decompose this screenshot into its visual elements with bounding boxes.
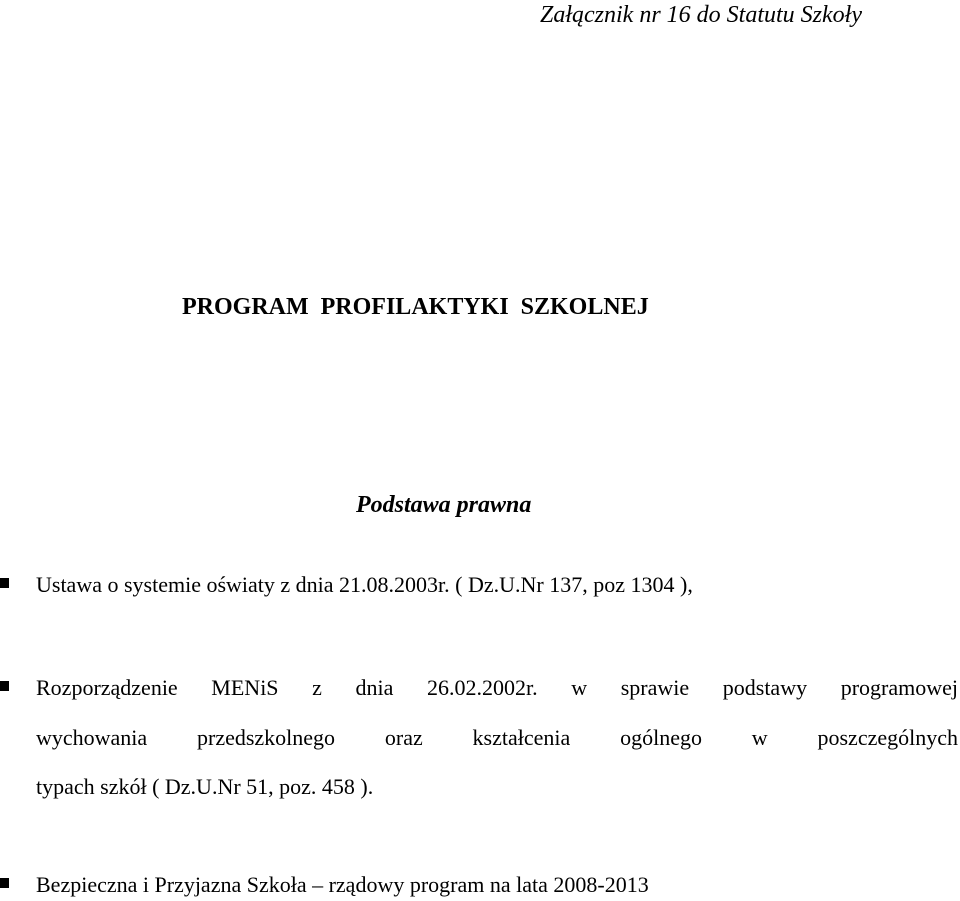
bullet-icon	[0, 578, 9, 588]
bullet-icon	[0, 681, 9, 691]
document-title: PROGRAM PROFILAKTYKI SZKOLNEJ	[182, 294, 649, 320]
legal-basis-item-2-line-3: typach szkół ( Dz.U.Nr 51, poz. 458 ).	[36, 774, 374, 799]
legal-basis-item-1: Ustawa o systemie oświaty z dnia 21.08.2003r. ( Dz.U.Nr 137, poz 1304 ),	[36, 572, 693, 597]
legal-basis-heading: Podstawa prawna	[356, 492, 532, 518]
legal-basis-item-2-line-2: wychowania przedszkolnego oraz kształcenia ogólnego w poszczególnych	[36, 725, 958, 750]
legal-basis-item-3: Bezpieczna i Przyjazna Szkoła – rządowy program na lata 2008-2013	[36, 872, 649, 897]
bullet-icon	[0, 878, 9, 888]
legal-basis-item-2-line-1: Rozporządzenie MENiS z dnia 26.02.2002r. w sprawie podstawy programowej	[36, 675, 958, 700]
annex-header: Załącznik nr 16 do Statutu Szkoły	[540, 2, 862, 28]
